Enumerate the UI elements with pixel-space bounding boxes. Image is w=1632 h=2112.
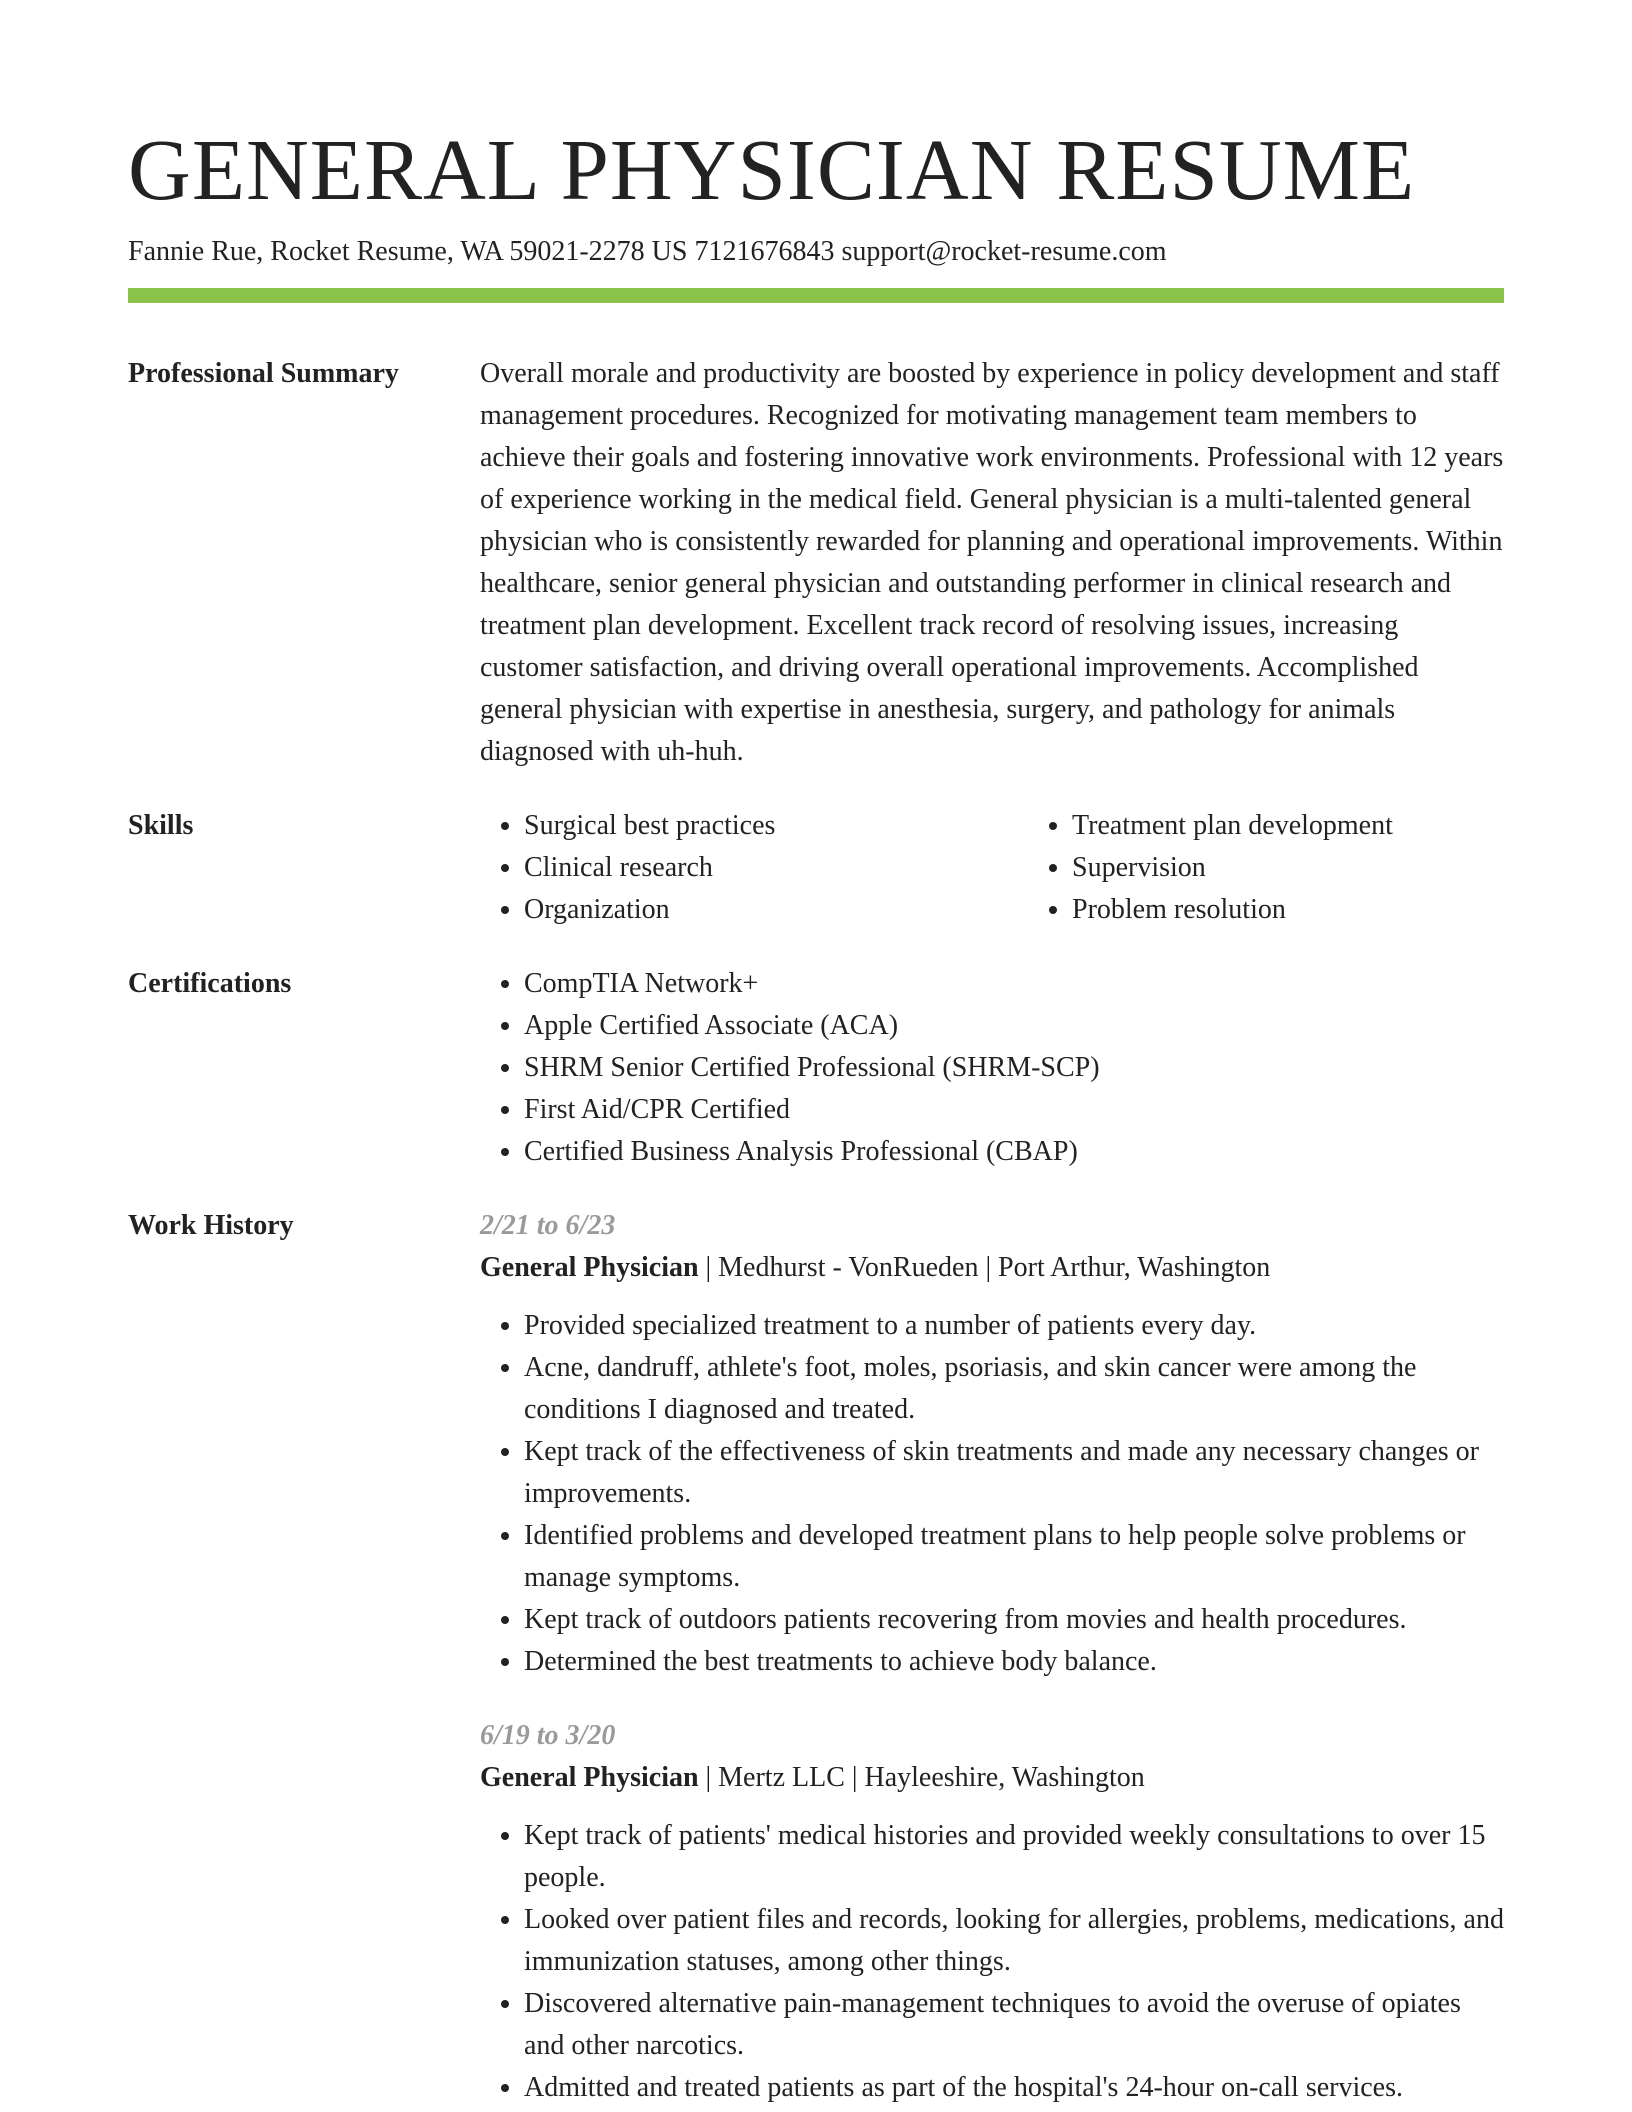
job-dates: 6/19 to 3/20 [480, 1720, 616, 1751]
job-duty: • Determined the best treatments to achieve body balance. [524, 1641, 1504, 1683]
skill-item: • Supervision [1072, 847, 1576, 889]
job-employer-location: | Mertz LLC | Hayleeshire, Washington [698, 1762, 1145, 1793]
job-duty: • Kept track of patients' medical histories and provided weekly consultations to over 15 people. [524, 1815, 1504, 1899]
skills-grid [480, 805, 1576, 931]
work-history-body [480, 1205, 1504, 2109]
job-dates: 2/21 to 6/23 [480, 1210, 616, 1241]
certification-item: • CompTIA Network+ [524, 963, 1504, 1005]
job-heading [480, 1757, 1504, 1799]
skills-heading: Skills [128, 810, 194, 841]
work-history-heading: Work History [128, 1210, 294, 1241]
summary-heading: Professional Summary [128, 358, 399, 389]
job-duty: • Looked over patient files and records, looking for allergies, problems, medications, and immunization statuses, among other things. [524, 1899, 1504, 1983]
certification-item: • SHRM Senior Certified Professional (SHRM-SCP) [524, 1047, 1504, 1089]
job-employer-location: | Medhurst - VonRueden | Port Arthur, Washington [698, 1252, 1271, 1283]
job-duties-list [480, 1815, 1504, 2109]
job-entry [480, 1205, 1504, 1683]
summary-section [128, 353, 1504, 773]
skill-item: • Problem resolution [1072, 889, 1576, 931]
certifications-list [480, 963, 1504, 1173]
job-duty: • Kept track of outdoors patients recovering from movies and health procedures. [524, 1599, 1504, 1641]
skill-item: • Organization [524, 889, 1028, 931]
skill-item: • Treatment plan development [1072, 805, 1576, 847]
certification-item: • First Aid/CPR Certified [524, 1089, 1504, 1131]
job-duty: • Kept track of the effectiveness of skin treatments and made any necessary changes or improvements. [524, 1431, 1504, 1515]
summary-text: Overall morale and productivity are boosted by experience in policy development and staff management procedures. Recognized for motivating management team members to achieve their goals and fostering innovative work environments. Professional with 12 years of experience working in the medical field. General physician is a multi-talented general physician who is consistently rewarded for planning and operational improvements. Within healthcare, senior general physician and outstanding performer in clinical research and treatment plan development. Excellent track record of resolving issues, increasing customer satisfaction, and driving overall operational improvements. Accomplished general physician with expertise in anesthesia, surgery, and pathology for animals diagnosed with uh-huh. [480, 358, 1504, 767]
job-duty: • Admitted and treated patients as part of the hospital's 24-hour on-call services. [524, 2067, 1504, 2109]
skill-item: • Clinical research [524, 847, 1028, 889]
header-divider [128, 288, 1504, 303]
resume-page [128, 118, 1504, 2109]
job-duty: • Acne, dandruff, athlete's foot, moles, psoriasis, and skin cancer were among the conditions I diagnosed and treated. [524, 1347, 1504, 1431]
skill-item: • Surgical best practices [524, 805, 1028, 847]
resume-title: GENERAL PHYSICIAN RESUME [128, 121, 1416, 218]
skills-list-right [1028, 805, 1576, 931]
skills-section [128, 805, 1504, 931]
job-title: General Physician [480, 1762, 699, 1793]
job-heading [480, 1247, 1504, 1289]
work-history-section [128, 1205, 1504, 2109]
contact-line: Fannie Rue, Rocket Resume, WA 59021-2278 US 7121676843 support@rocket-resume.com [128, 236, 1167, 267]
job-duty: • Provided specialized treatment to a number of patients every day. [524, 1305, 1504, 1347]
job-duty: • Identified problems and developed treatment plans to help people solve problems or manage symptoms. [524, 1515, 1504, 1599]
job-title: General Physician [480, 1252, 699, 1283]
certifications-section [128, 963, 1504, 1173]
certifications-body [480, 963, 1504, 1173]
skills-list-left [480, 805, 1028, 931]
certification-item: • Apple Certified Associate (ACA) [524, 1005, 1504, 1047]
job-duty: • Discovered alternative pain-management techniques to avoid the overuse of opiates and other narcotics. [524, 1983, 1504, 2067]
certifications-heading: Certifications [128, 968, 292, 999]
certification-item: • Certified Business Analysis Professional (CBAP) [524, 1131, 1504, 1173]
job-duties-list [480, 1305, 1504, 1683]
job-entry [480, 1715, 1504, 2109]
